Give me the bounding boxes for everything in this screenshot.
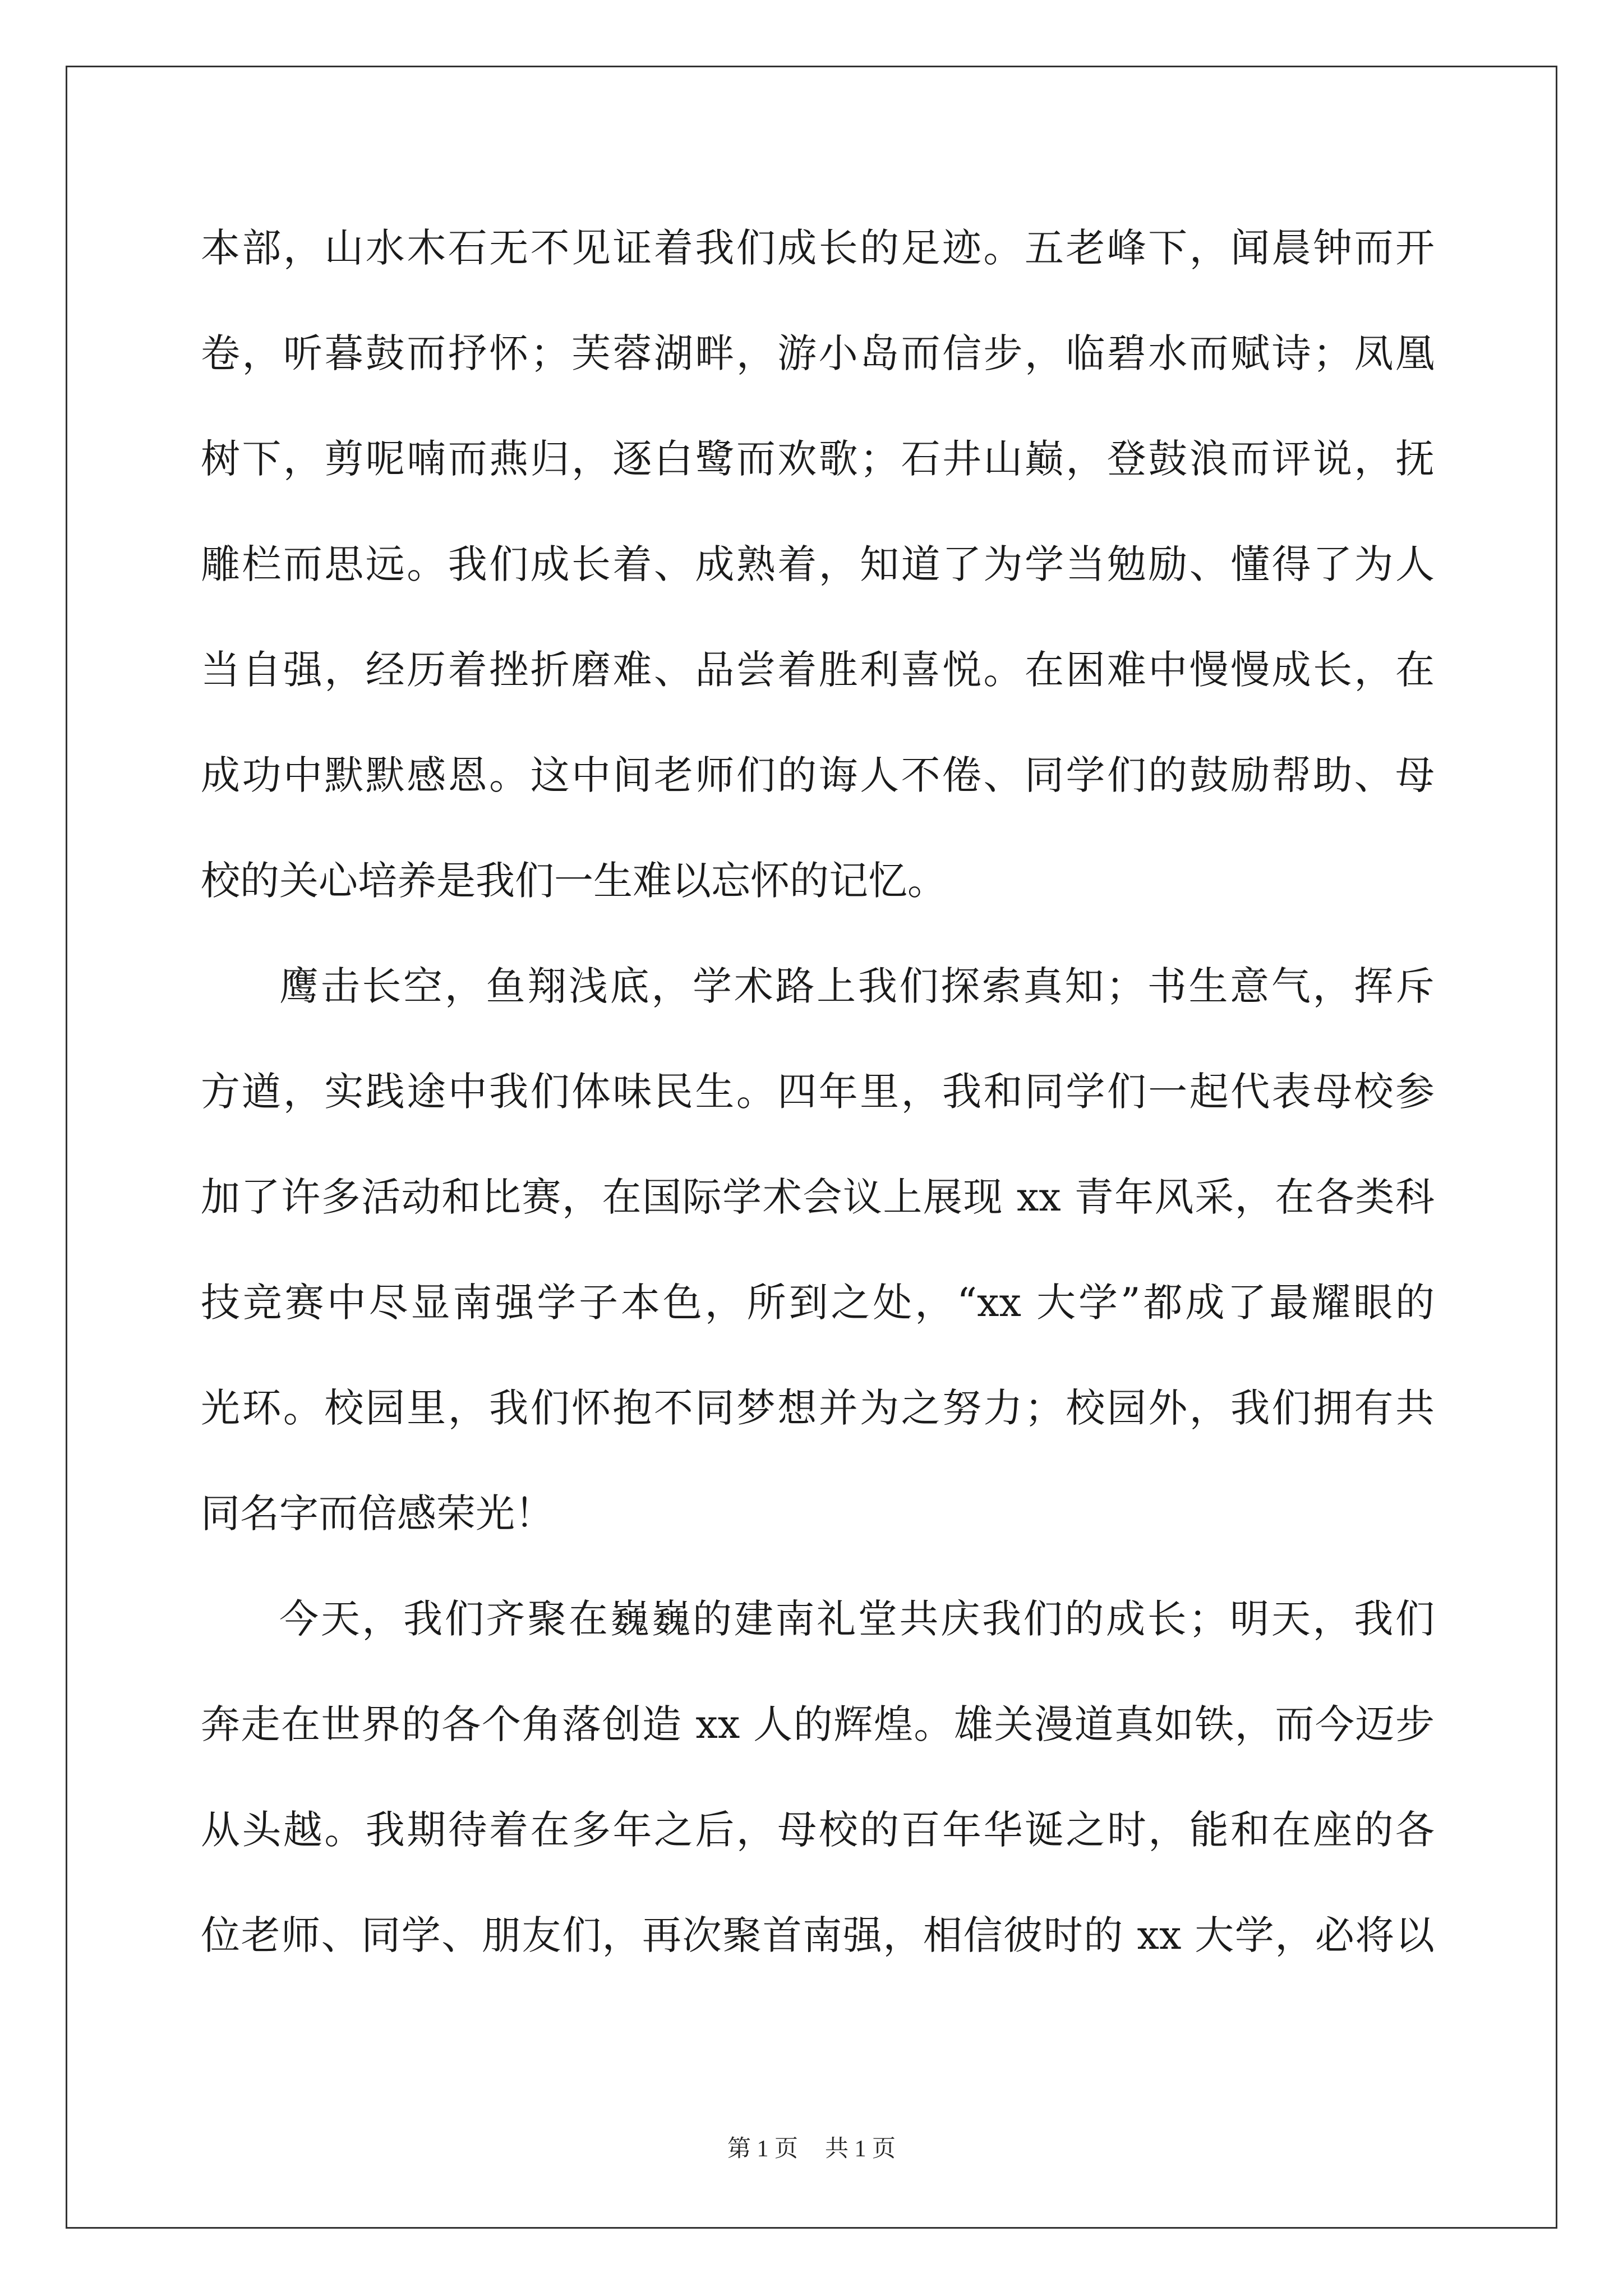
paragraph-first-line: 鹰击长空，鱼翔浅底，学术路上我们探索真知；书生意气，挥斥 (279, 963, 1435, 1009)
text-line: 当自强，经历着挫折磨难、品尝着胜利喜悦。在困难中慢慢成长，在 (201, 647, 1435, 693)
text-line: 校的关心培养是我们一生难以忘怀的记忆。 (201, 858, 947, 904)
text-line: 加了许多活动和比赛，在国际学术会议上展现 xx 青年风采，在各类科 (201, 1174, 1435, 1220)
text-line: 卷，听暮鼓而抒怀；芙蓉湖畔，游小岛而信步，临碧水而赋诗；凤凰 (201, 330, 1435, 376)
text-line: 光环。校园里，我们怀抱不同梦想并为之努力；校园外，我们拥有共 (201, 1385, 1435, 1431)
text-line: 方遒，实践途中我们体味民生。四年里，我和同学们一起代表母校参 (201, 1069, 1435, 1115)
text-line: 成功中默默感恩。这中间老师们的诲人不倦、同学们的鼓励帮助、母 (201, 752, 1435, 798)
text-line: 本部，山水木石无不见证着我们成长的足迹。五老峰下，闻晨钟而开 (201, 225, 1435, 271)
page-footer (0, 2135, 1623, 2163)
text-line: 位老师、同学、朋友们，再次聚首南强，相信彼时的 xx 大学，必将以 (201, 1912, 1435, 1958)
paragraph-first-line: 今天，我们齐聚在巍巍的建南礼堂共庆我们的成长；明天，我们 (279, 1596, 1435, 1642)
page-total: 共 1 页 (825, 2136, 896, 2162)
page-number: 第 1 页 (727, 2136, 798, 2162)
text-line: 同名字而倍感荣光！ (201, 1490, 554, 1536)
text-line: 奔走在世界的各个角落创造 xx 人的辉煌。雄关漫道真如铁，而今迈步 (201, 1701, 1435, 1747)
document-body (201, 195, 1435, 1988)
text-line: 雕栏而思远。我们成长着、成熟着，知道了为学当勉励、懂得了为人 (201, 541, 1435, 587)
text-line: 技竞赛中尽显南强学子本色，所到之处，“xx 大学”都成了最耀眼的 (201, 1280, 1435, 1326)
text-line: 从头越。我期待着在多年之后，母校的百年华诞之时，能和在座的各 (201, 1807, 1435, 1853)
text-line: 树下，剪呢喃而燕归，逐白鹭而欢歌；石井山巅，登鼓浪而评说，抚 (201, 436, 1435, 482)
